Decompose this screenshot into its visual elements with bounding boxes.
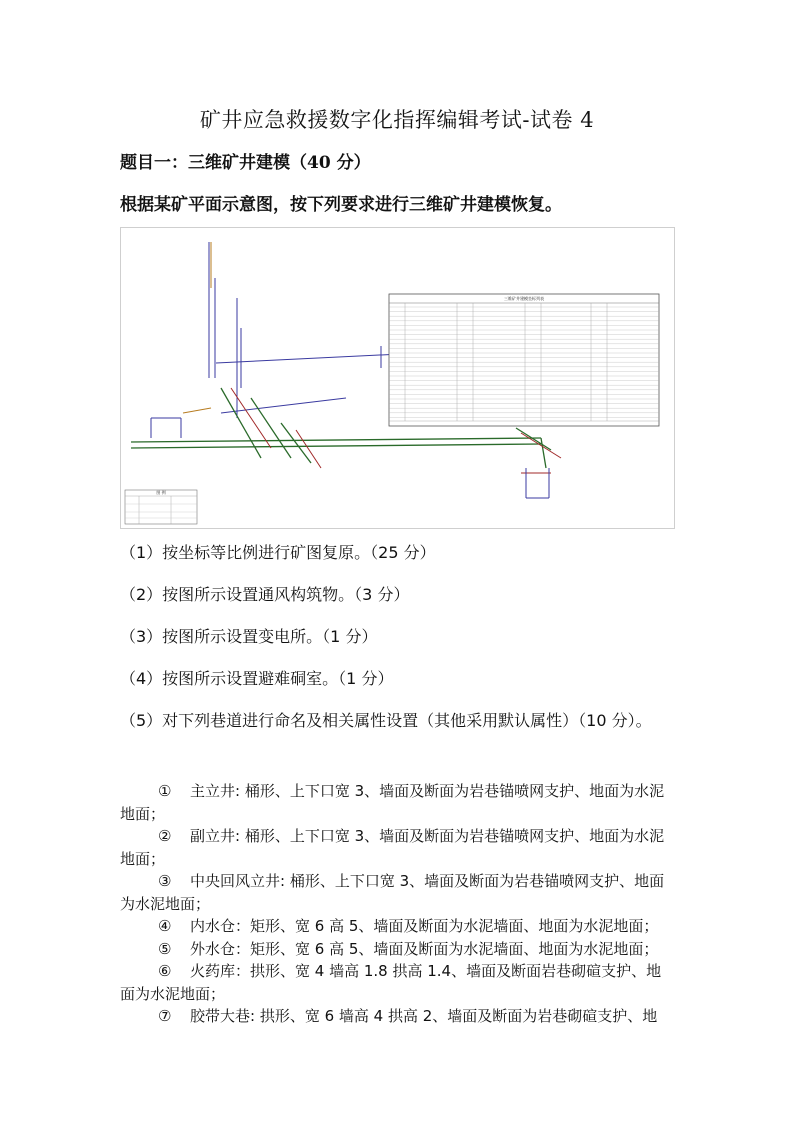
list-item: [120, 938, 676, 961]
item-number: ⑦: [158, 1007, 172, 1025]
legend-title: 图 例: [156, 490, 166, 495]
item-number: ③: [158, 872, 172, 890]
item-text: 胶带大巷: 拱形、宽 6 墙高 4 拱高 2、墙面及断面为岩巷砌碹支护、地: [190, 1007, 658, 1025]
document-title: 矿井应急救援数字化指挥编辑考试-试卷 4: [199, 108, 595, 132]
requirement-5: （5）对下列巷道进行命名及相关属性设置（其他采用默认属性）（10 分）。: [120, 711, 652, 730]
item-text: 火药库：拱形、宽 4 墙高 1.8 拱高 1.4、墙面及断面岩巷砌碹支护、地面为水泥地面；: [120, 962, 662, 1003]
coordinate-table: [389, 294, 659, 426]
item-text: 副立井: 桶形、上下口宽 3、墙面及断面为岩巷锚喷网支护、地面为水泥地面；: [120, 827, 665, 868]
requirement-4: （4）按图所示设置避难硐室。（1 分）: [120, 669, 394, 688]
question-heading: 题目一：三维矿井建模（40 分）: [120, 153, 371, 173]
item-text: 内水仓：矩形、宽 6 高 5、墙面及断面为水泥墙面、地面为水泥地面；: [190, 917, 659, 935]
mine-plan-drawing: [121, 228, 674, 528]
requirement-3: （3）按图所示设置变电所。（1 分）: [120, 627, 378, 646]
item-text: 主立井: 桶形、上下口宽 3、墙面及断面为岩巷锚喷网支护、地面为水泥地面；: [120, 782, 665, 823]
requirement-1: （1）按坐标等比例进行矿图复原。（25 分）: [120, 543, 436, 562]
list-item: [120, 1005, 676, 1028]
legend: [125, 489, 197, 524]
list-item: [120, 780, 676, 825]
item-number: ⑥: [158, 962, 172, 980]
mine-plan-figure: [120, 227, 675, 529]
item-text: 外水仓：矩形、宽 6 高 5、墙面及断面为水泥墙面、地面为水泥地面；: [190, 939, 659, 958]
list-item: [120, 870, 676, 915]
item-number: ②: [158, 827, 172, 845]
table-title: 三维矿井建模坐标列表: [504, 296, 544, 301]
item-text: 中央回风立井: 桶形、上下口宽 3、墙面及断面为岩巷锚喷网支护、地面为水泥地面；: [120, 872, 665, 913]
item-number: ⑤: [158, 939, 172, 958]
item-number: ①: [158, 782, 172, 800]
list-item: [120, 915, 676, 938]
list-item: [120, 825, 676, 870]
list-item: [120, 960, 676, 1005]
item-number: ④: [158, 917, 172, 935]
requirement-2: （2）按图所示设置通风构筑物。（3 分）: [120, 585, 410, 604]
roadway-list: [120, 780, 676, 1028]
question-intro: 根据某矿平面示意图，按下列要求进行三维矿井建模恢复。: [120, 195, 562, 215]
